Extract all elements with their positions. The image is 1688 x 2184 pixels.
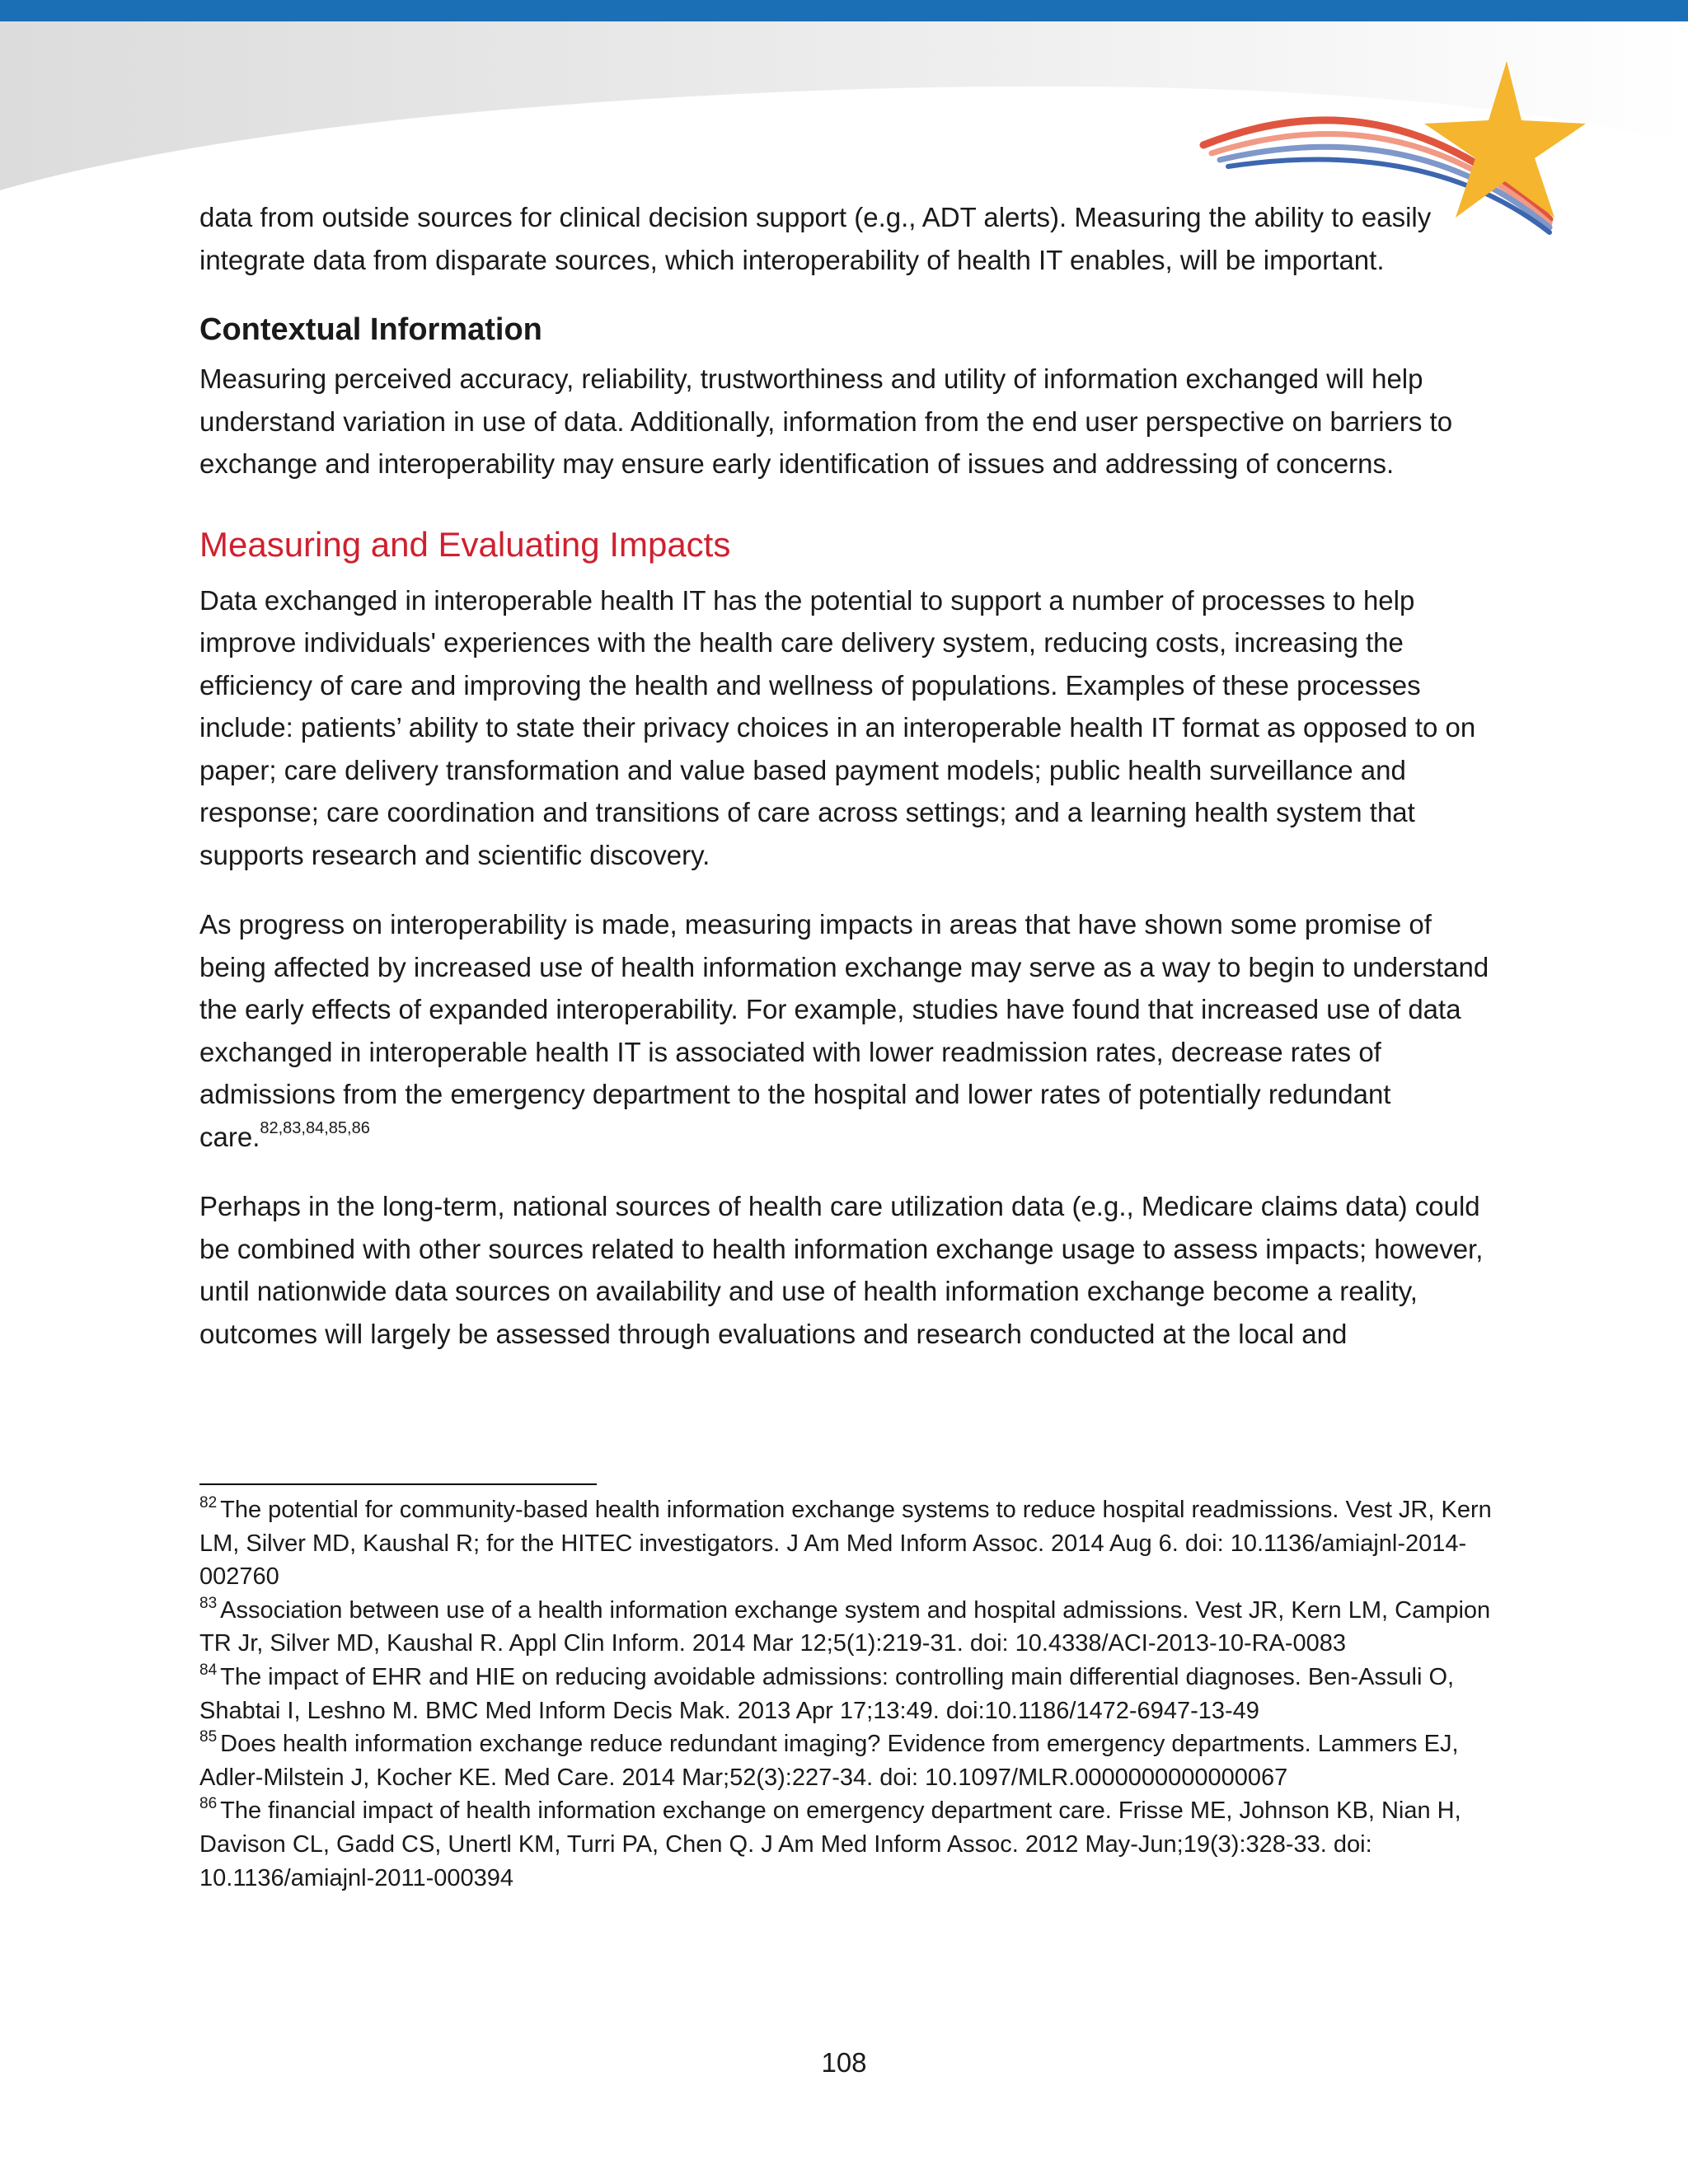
footnote-text: Association between use of a health information exchange system and hospital admissions. Vest JR, Kern LM, Campion TR Jr, Silver MD, Kaushal R. Appl Clin Inform. 2014 Mar 12;5(1):219-31. doi: 10.4338/ACI-2013-10-RA-0083	[199, 1596, 1491, 1657]
footnote-text: The impact of EHR and HIE on reducing avoidable admissions: controlling main differential diagnoses. Ben-Assuli O, Shabtai I, Leshno M. BMC Med Inform Decis Mak. 2013 Apr 17;13:49. doi:10.1186/1472-6947-13-49	[199, 1663, 1455, 1724]
footnote-number: 86	[199, 1795, 218, 1813]
header-bar	[0, 0, 1688, 21]
impacts-paragraph-2	[199, 903, 1502, 1158]
footnote	[199, 1661, 1502, 1727]
footnote-number: 83	[199, 1594, 218, 1612]
impacts-paragraph-3: Perhaps in the long-term, national sources of health care utilization data (e.g., Medicare claims data) could be combined with other sources related to health information exchange usage to assess impacts; however, until nationwide data sources on availability and use of health information exchange become a reality, outcomes will largely be assessed through evaluations and research conducted at the local and	[199, 1191, 1484, 1349]
footnote-number: 82	[199, 1494, 218, 1511]
intro-paragraph: data from outside sources for clinical decision support (e.g., ADT alerts). Measuring the ability to easily integrate data from disparate sources, which interoperability of health IT enables, will be important.	[199, 202, 1432, 275]
footnote-refs: 82,83,84,85,86	[260, 1118, 370, 1137]
page-number: 108	[821, 2047, 867, 2078]
contextual-heading: Contextual Information	[199, 312, 542, 347]
impacts-paragraph-1: Data exchanged in interoperable health IT has the potential to support a number of processes to help improve individuals' experiences with the health care delivery system, reducing costs, increasing the efficiency of care and improving the health and wellness of populations. Examples of these processes include: patients’ ability to state their privacy choices in an interoperable health IT format as opposed to on paper; care delivery transformation and value based payment models; public health surveillance and response; care coordination and transitions of care across settings; and a learning health system that supports research and scientific discovery.	[199, 584, 1476, 870]
footnote-text: Does health information exchange reduce redundant imaging? Evidence from emergency departments. Lammers EJ, Adler-Milstein J, Kocher KE. Med Care. 2014 Mar;52(3):227-34. doi: 10.1097/MLR.0000000000000067	[199, 1731, 1459, 1791]
footnote	[199, 1727, 1502, 1794]
footnote	[199, 1493, 1502, 1594]
footnote-number: 84	[199, 1661, 218, 1679]
impacts-paragraph-2-text: As progress on interoperability is made, measuring impacts in areas that have shown some promise of being affected by increased use of health information exchange may serve as a way to begin to understand the early effects of expanded interoperability. For example, studies have found that increased use of data exchanged in interoperable health IT is associated with lower readmission rates, decrease rates of admissions from the emergency department to the hospital and lower rates of potentially redundant care.	[199, 909, 1489, 1152]
footnote	[199, 1594, 1502, 1661]
footnote-divider	[199, 1483, 597, 1485]
contextual-paragraph: Measuring perceived accuracy, reliability, trustworthiness and utility of information exchanged will help understand variation in use of data. Additionally, information from the end user perspective on barriers to exchange and interoperability may ensure early identification of issues and addressing of concerns.	[199, 363, 1453, 479]
footnotes	[199, 1493, 1502, 1895]
footnote-text: The financial impact of health information exchange on emergency department care. Frisse ME, Johnson KB, Nian H, Davison CL, Gadd CS, Unertl KM, Turri PA, Chen Q. J Am Med Inform Assoc. 2012 May-Jun;19(3):328-33. doi: 10.1136/amiajnl-2011-000394	[199, 1797, 1461, 1891]
impacts-heading: Measuring and Evaluating Impacts	[199, 524, 731, 564]
main-content	[199, 196, 1502, 1382]
footnote-text: The potential for community-based health information exchange systems to reduce hospital readmissions. Vest JR, Kern LM, Silver MD, Kaushal R; for the HITEC investigators. J Am Med Inform Assoc. 2014 Aug 6. doi: 10.1136/amiajnl-2014-002760	[199, 1497, 1492, 1591]
footnote-number: 85	[199, 1728, 218, 1746]
footnote	[199, 1794, 1502, 1895]
